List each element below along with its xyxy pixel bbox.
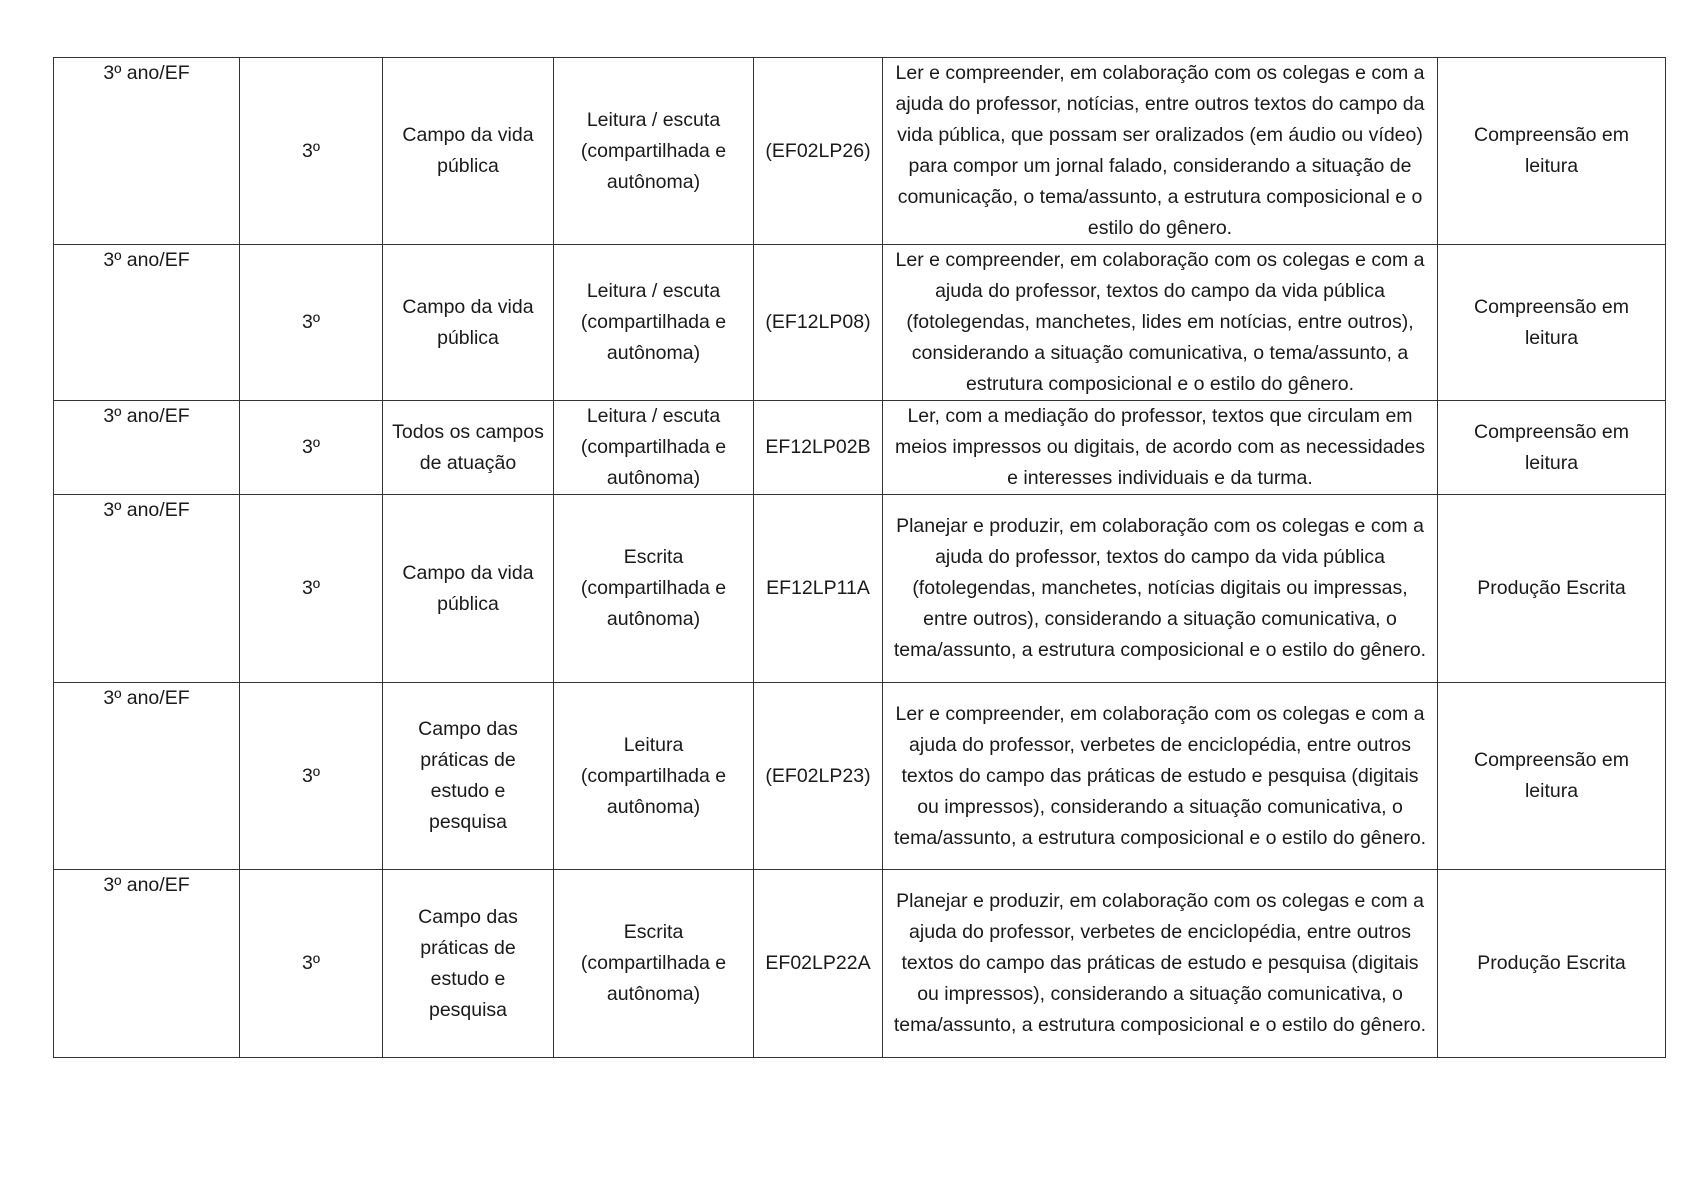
skill-description-cell: Ler e compreender, em colaboração com os colegas e com a ajuda do professor, notícias, entre outros textos do campo da vida pública, que possam ser oralizados (em áudio ou vídeo) para compor um jornal falado, considerando a situação de comunicação, o tema/assunto, a estrutura composicional e o estilo do gênero. <box>883 58 1438 245</box>
skill-code-cell: EF12LP11A <box>754 495 883 683</box>
table-row <box>54 495 1666 683</box>
skill-description-cell: Planejar e produzir, em colaboração com os colegas e com a ajuda do professor, textos do campo da vida pública (fotolegendas, manchetes, notícias digitais ou impressas, entre outros), considerando a situação comunicativa, o tema/assunto, a estrutura composicional e o estilo do gênero. <box>883 495 1438 683</box>
language-practice-cell: Leitura / escuta (compartilhada e autônoma) <box>554 245 754 401</box>
axis-cell: Compreensão em leitura <box>1438 245 1666 401</box>
language-practice-cell: Escrita (compartilhada e autônoma) <box>554 495 754 683</box>
skill-description-cell: Ler, com a mediação do professor, textos que circulam em meios impressos ou digitais, de acordo com as necessidades e interesses individuais e da turma. <box>883 401 1438 495</box>
skill-description-cell: Ler e compreender, em colaboração com os colegas e com a ajuda do professor, verbetes de enciclopédia, entre outros textos do campo das práticas de estudo e pesquisa (digitais ou impressos), considerando a situação comunicativa, o tema/assunto, a estrutura composicional e o estilo do gênero. <box>883 683 1438 870</box>
bimester-cell: 3º <box>240 58 383 245</box>
skill-code-cell: EF12LP02B <box>754 401 883 495</box>
grade-year-cell: 3º ano/EF <box>54 401 240 495</box>
axis-cell: Produção Escrita <box>1438 495 1666 683</box>
skill-code-cell: EF02LP22A <box>754 870 883 1058</box>
skill-code-cell: (EF02LP23) <box>754 683 883 870</box>
language-practice-cell: Leitura / escuta (compartilhada e autônoma) <box>554 58 754 245</box>
field-of-action-cell: Todos os campos de atuação <box>383 401 554 495</box>
axis-cell: Produção Escrita <box>1438 870 1666 1058</box>
bimester-cell: 3º <box>240 245 383 401</box>
skill-description-cell: Planejar e produzir, em colaboração com os colegas e com a ajuda do professor, verbetes de enciclopédia, entre outros textos do campo das práticas de estudo e pesquisa (digitais ou impressos), considerando a situação comunicativa, o tema/assunto, a estrutura composicional e o estilo do gênero. <box>883 870 1438 1058</box>
bimester-cell: 3º <box>240 401 383 495</box>
table-row <box>54 870 1666 1058</box>
skill-code-cell: (EF02LP26) <box>754 58 883 245</box>
axis-cell: Compreensão em leitura <box>1438 683 1666 870</box>
grade-year-cell: 3º ano/EF <box>54 58 240 245</box>
field-of-action-cell: Campo da vida pública <box>383 58 554 245</box>
language-practice-cell: Leitura (compartilhada e autônoma) <box>554 683 754 870</box>
field-of-action-cell: Campo das práticas de estudo e pesquisa <box>383 870 554 1058</box>
grade-year-cell: 3º ano/EF <box>54 495 240 683</box>
skill-code-cell: (EF12LP08) <box>754 245 883 401</box>
grade-year-cell: 3º ano/EF <box>54 245 240 401</box>
bimester-cell: 3º <box>240 495 383 683</box>
language-practice-cell: Escrita (compartilhada e autônoma) <box>554 870 754 1058</box>
document-page <box>53 57 1665 1058</box>
table-row <box>54 58 1666 245</box>
bimester-cell: 3º <box>240 870 383 1058</box>
skill-description-cell: Ler e compreender, em colaboração com os colegas e com a ajuda do professor, textos do campo da vida pública (fotolegendas, manchetes, lides em notícias, entre outros), considerando a situação comunicativa, o tema/assunto, a estrutura composicional e o estilo do gênero. <box>883 245 1438 401</box>
field-of-action-cell: Campo da vida pública <box>383 495 554 683</box>
field-of-action-cell: Campo das práticas de estudo e pesquisa <box>383 683 554 870</box>
table-row <box>54 683 1666 870</box>
table-row <box>54 245 1666 401</box>
field-of-action-cell: Campo da vida pública <box>383 245 554 401</box>
grade-year-cell: 3º ano/EF <box>54 683 240 870</box>
axis-cell: Compreensão em leitura <box>1438 58 1666 245</box>
bimester-cell: 3º <box>240 683 383 870</box>
axis-cell: Compreensão em leitura <box>1438 401 1666 495</box>
language-practice-cell: Leitura / escuta (compartilhada e autônoma) <box>554 401 754 495</box>
grade-year-cell: 3º ano/EF <box>54 870 240 1058</box>
curriculum-table <box>53 57 1666 1058</box>
table-row <box>54 401 1666 495</box>
